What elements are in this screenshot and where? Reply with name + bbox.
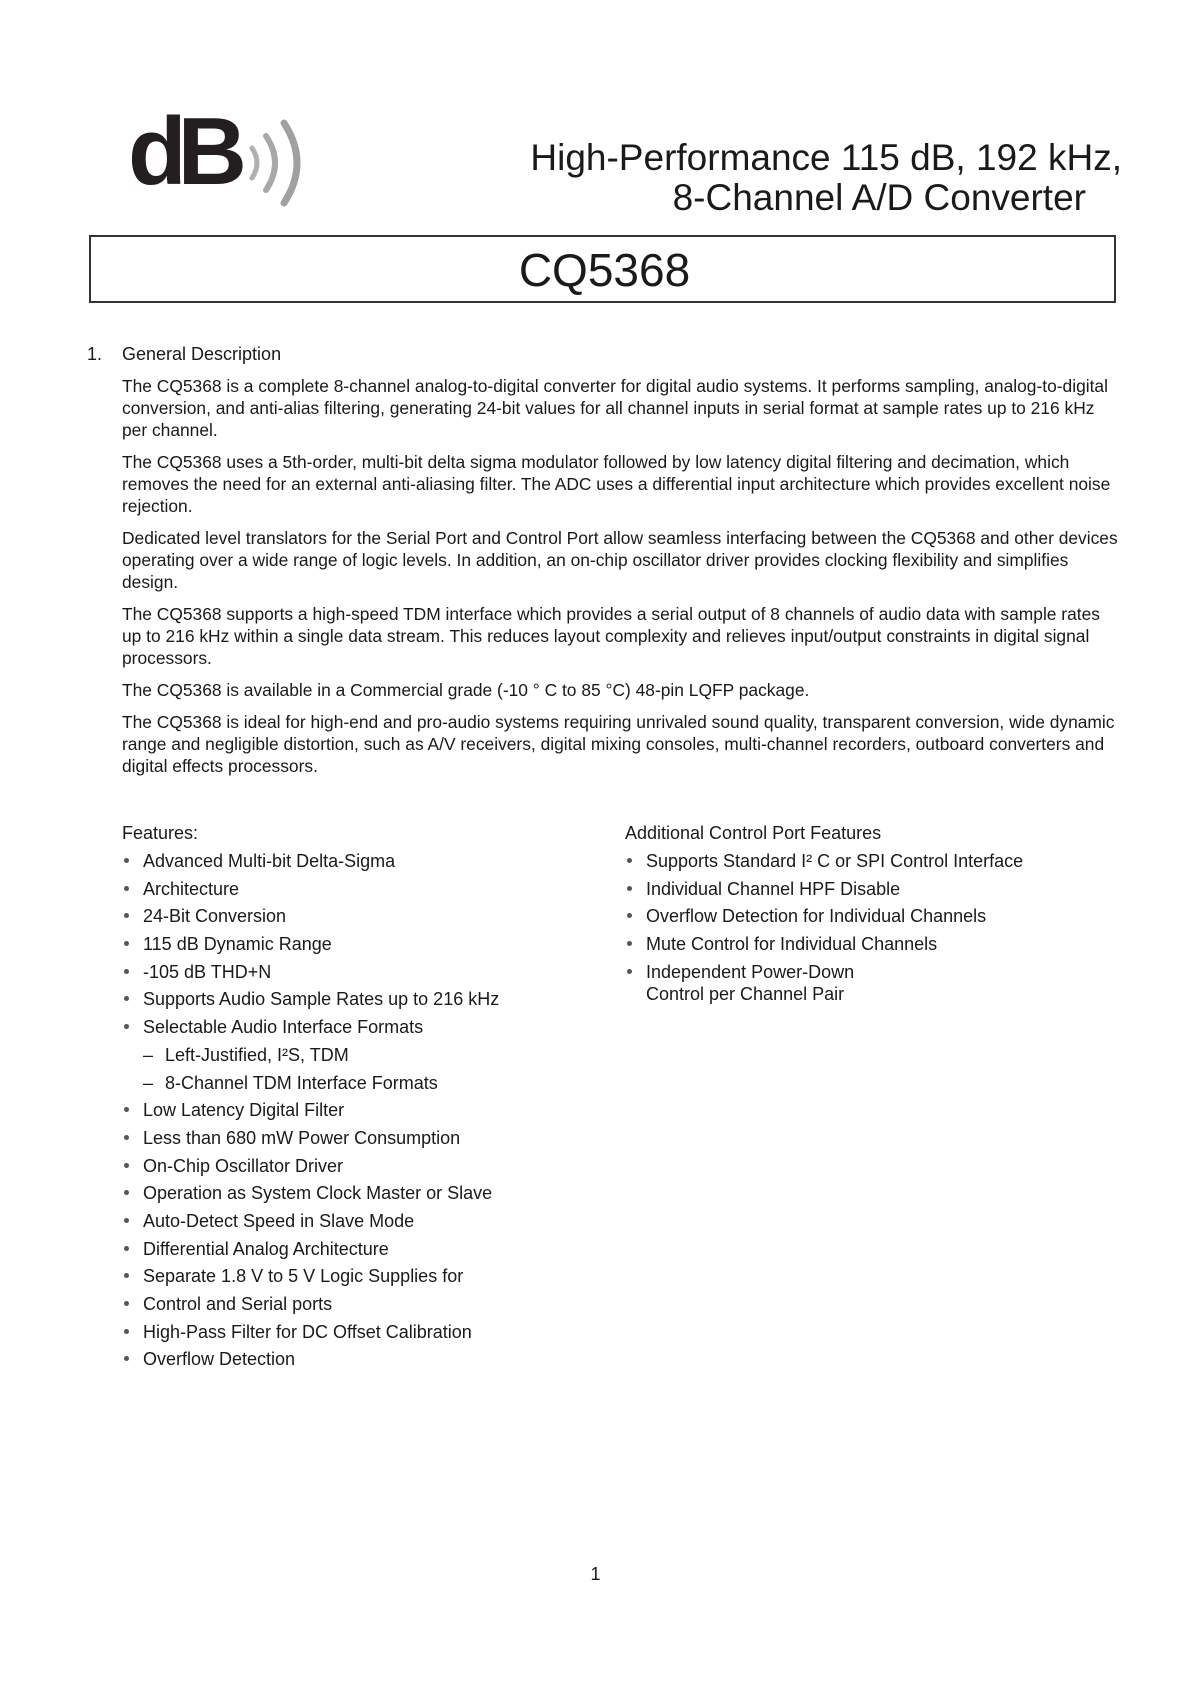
feature-text: Auto-Detect Speed in Slave Mode — [143, 1210, 415, 1231]
feature-text: Less than 680 mW Power Consumption — [143, 1127, 461, 1148]
control-feature-item — [625, 850, 1125, 872]
feature-item — [122, 1127, 582, 1149]
feature-item — [122, 850, 582, 872]
feature-item — [122, 1265, 582, 1287]
control-feature-text: Mute Control for Individual Channels — [646, 934, 938, 955]
feature-text: Architecture — [143, 878, 240, 899]
description-paragraph: Dedicated level translators for the Serial Port and Control Port allow seamless interfacing between the CQ5368 and other devices operating over a wide range of logic levels. In addition, an on-chip oscillator driver provides clocking flexibility and simplifies design. — [122, 528, 1118, 592]
bullet-icon — [124, 1329, 129, 1334]
bullet-icon — [124, 969, 129, 974]
feature-item — [122, 1016, 582, 1038]
feature-item — [122, 1238, 582, 1260]
feature-item — [122, 933, 582, 955]
part-number: CQ5368 — [518, 244, 691, 296]
control-features-column — [625, 822, 1125, 1010]
bullet-icon — [627, 858, 632, 863]
feature-text: Separate 1.8 V to 5 V Logic Supplies for — [143, 1266, 464, 1287]
feature-text: Overflow Detection — [143, 1349, 296, 1370]
features-list — [122, 850, 582, 1370]
feature-text: Left-Justified, I²S, TDM — [165, 1044, 349, 1065]
control-feature-text: Independent Power-Down Control per Channel Pair — [646, 961, 855, 1004]
section-title: General Description — [122, 344, 282, 364]
feature-text: Supports Audio Sample Rates up to 216 kHz — [143, 989, 500, 1010]
feature-text: 8-Channel TDM Interface Formats — [165, 1072, 438, 1093]
control-feature-text: Individual Channel HPF Disable — [646, 878, 901, 899]
control-feature-item — [625, 961, 1125, 1005]
feature-text: 115 dB Dynamic Range — [143, 934, 332, 955]
feature-text: Differential Analog Architecture — [143, 1238, 389, 1259]
control-feature-item — [625, 878, 1125, 900]
bullet-icon — [124, 1163, 129, 1168]
feature-text: Advanced Multi-bit Delta-Sigma — [143, 851, 396, 871]
bullet-icon — [124, 941, 129, 946]
control-feature-text: Supports Standard I² C or SPI Control Interface — [646, 851, 1024, 871]
bullet-icon — [124, 1190, 129, 1195]
feature-item — [122, 905, 582, 927]
control-feature-item — [625, 905, 1125, 927]
features-heading: Features: — [122, 823, 199, 843]
bullet-icon — [124, 886, 129, 891]
feature-item — [122, 1210, 582, 1232]
bullet-icon — [124, 1135, 129, 1140]
feature-item — [122, 961, 582, 983]
feature-item — [122, 878, 582, 900]
control-features-list — [625, 850, 1125, 1005]
part-number-box — [89, 235, 1116, 303]
bullet-icon — [124, 1107, 129, 1112]
description-paragraph: The CQ5368 is available in a Commercial grade (-10 ° C to 85 °C) 48-pin LQFP package. — [122, 680, 810, 700]
features-column — [122, 822, 582, 1376]
bullet-icon — [124, 996, 129, 1001]
feature-text: On-Chip Oscillator Driver — [143, 1155, 344, 1176]
sound-waves-icon — [246, 118, 326, 208]
feature-item — [122, 1348, 582, 1370]
logo-wordmark: dB — [128, 98, 238, 205]
feature-text: High-Pass Filter for DC Offset Calibration — [143, 1321, 472, 1342]
bullet-icon — [627, 941, 632, 946]
bullet-icon — [627, 913, 632, 918]
bullet-icon — [124, 1356, 129, 1361]
feature-text: Control and Serial ports — [143, 1294, 333, 1314]
feature-item — [122, 1321, 582, 1343]
feature-text: Operation as System Clock Master or Slave — [143, 1183, 493, 1204]
description-paragraph: The CQ5368 is a complete 8-channel analog-to-digital converter for digital audio systems. It performs sampling, analog-to-digital conversion, and anti-alias filtering, generating 24-bit values for all channel inputs in serial format at sample rates up to 216 kHz per channel. — [122, 376, 1108, 440]
bullet-icon — [627, 886, 632, 891]
description-paragraph: The CQ5368 supports a high-speed TDM interface which provides a serial output of 8 channels of audio data with sample rates up to 216 kHz within a single data stream. This reduces layout complexity and relieves input/output constraints in digital signal processors. — [122, 604, 1100, 668]
bullet-icon — [124, 1273, 129, 1278]
feature-text: Selectable Audio Interface Formats — [143, 1017, 424, 1038]
description-paragraph: The CQ5368 is ideal for high-end and pro-audio systems requiring unrivaled sound quality, transparent conversion, wide dynamic range and negligible distortion, such as A/V receivers, digital mixing consoles, multi-channel recorders, outboard converters and digital effects processors. — [122, 712, 1115, 776]
feature-item — [122, 1182, 582, 1204]
feature-item — [122, 1155, 582, 1177]
bullet-icon — [124, 1024, 129, 1029]
bullet-icon — [124, 1218, 129, 1223]
section-number: 1. — [87, 344, 103, 364]
dash-marker: – — [143, 1044, 154, 1065]
bullet-icon — [124, 913, 129, 918]
control-feature-text: Overflow Detection for Individual Channels — [646, 906, 987, 927]
feature-text: 24-Bit Conversion — [143, 906, 287, 927]
company-logo — [128, 98, 328, 208]
document-title — [480, 138, 1122, 218]
control-features-heading: Additional Control Port Features — [625, 823, 882, 843]
feature-item — [122, 1293, 582, 1315]
bullet-icon — [124, 1301, 129, 1306]
feature-sub-item — [122, 1072, 582, 1094]
general-description — [122, 375, 1122, 787]
bullet-icon — [124, 1246, 129, 1251]
dash-marker: – — [143, 1072, 154, 1093]
bullet-icon — [124, 858, 129, 863]
feature-text: -105 dB THD+N — [143, 961, 272, 982]
title-line-1: High-Performance 115 dB, 192 kHz, — [530, 137, 1122, 178]
page-number: 1 — [590, 1564, 601, 1584]
feature-item — [122, 988, 582, 1010]
description-paragraph: The CQ5368 uses a 5th-order, multi-bit delta sigma modulator followed by low latency digital filtering and decimation, which removes the need for an external anti-aliasing filter. The ADC uses a differential input architecture which provides excellent noise rejection. — [122, 452, 1111, 516]
title-line-2: 8-Channel A/D Converter — [672, 177, 1086, 218]
bullet-icon — [627, 969, 632, 974]
feature-text: Low Latency Digital Filter — [143, 1100, 345, 1121]
feature-item — [122, 1099, 582, 1121]
control-feature-item — [625, 933, 1125, 955]
feature-sub-item — [122, 1044, 582, 1066]
